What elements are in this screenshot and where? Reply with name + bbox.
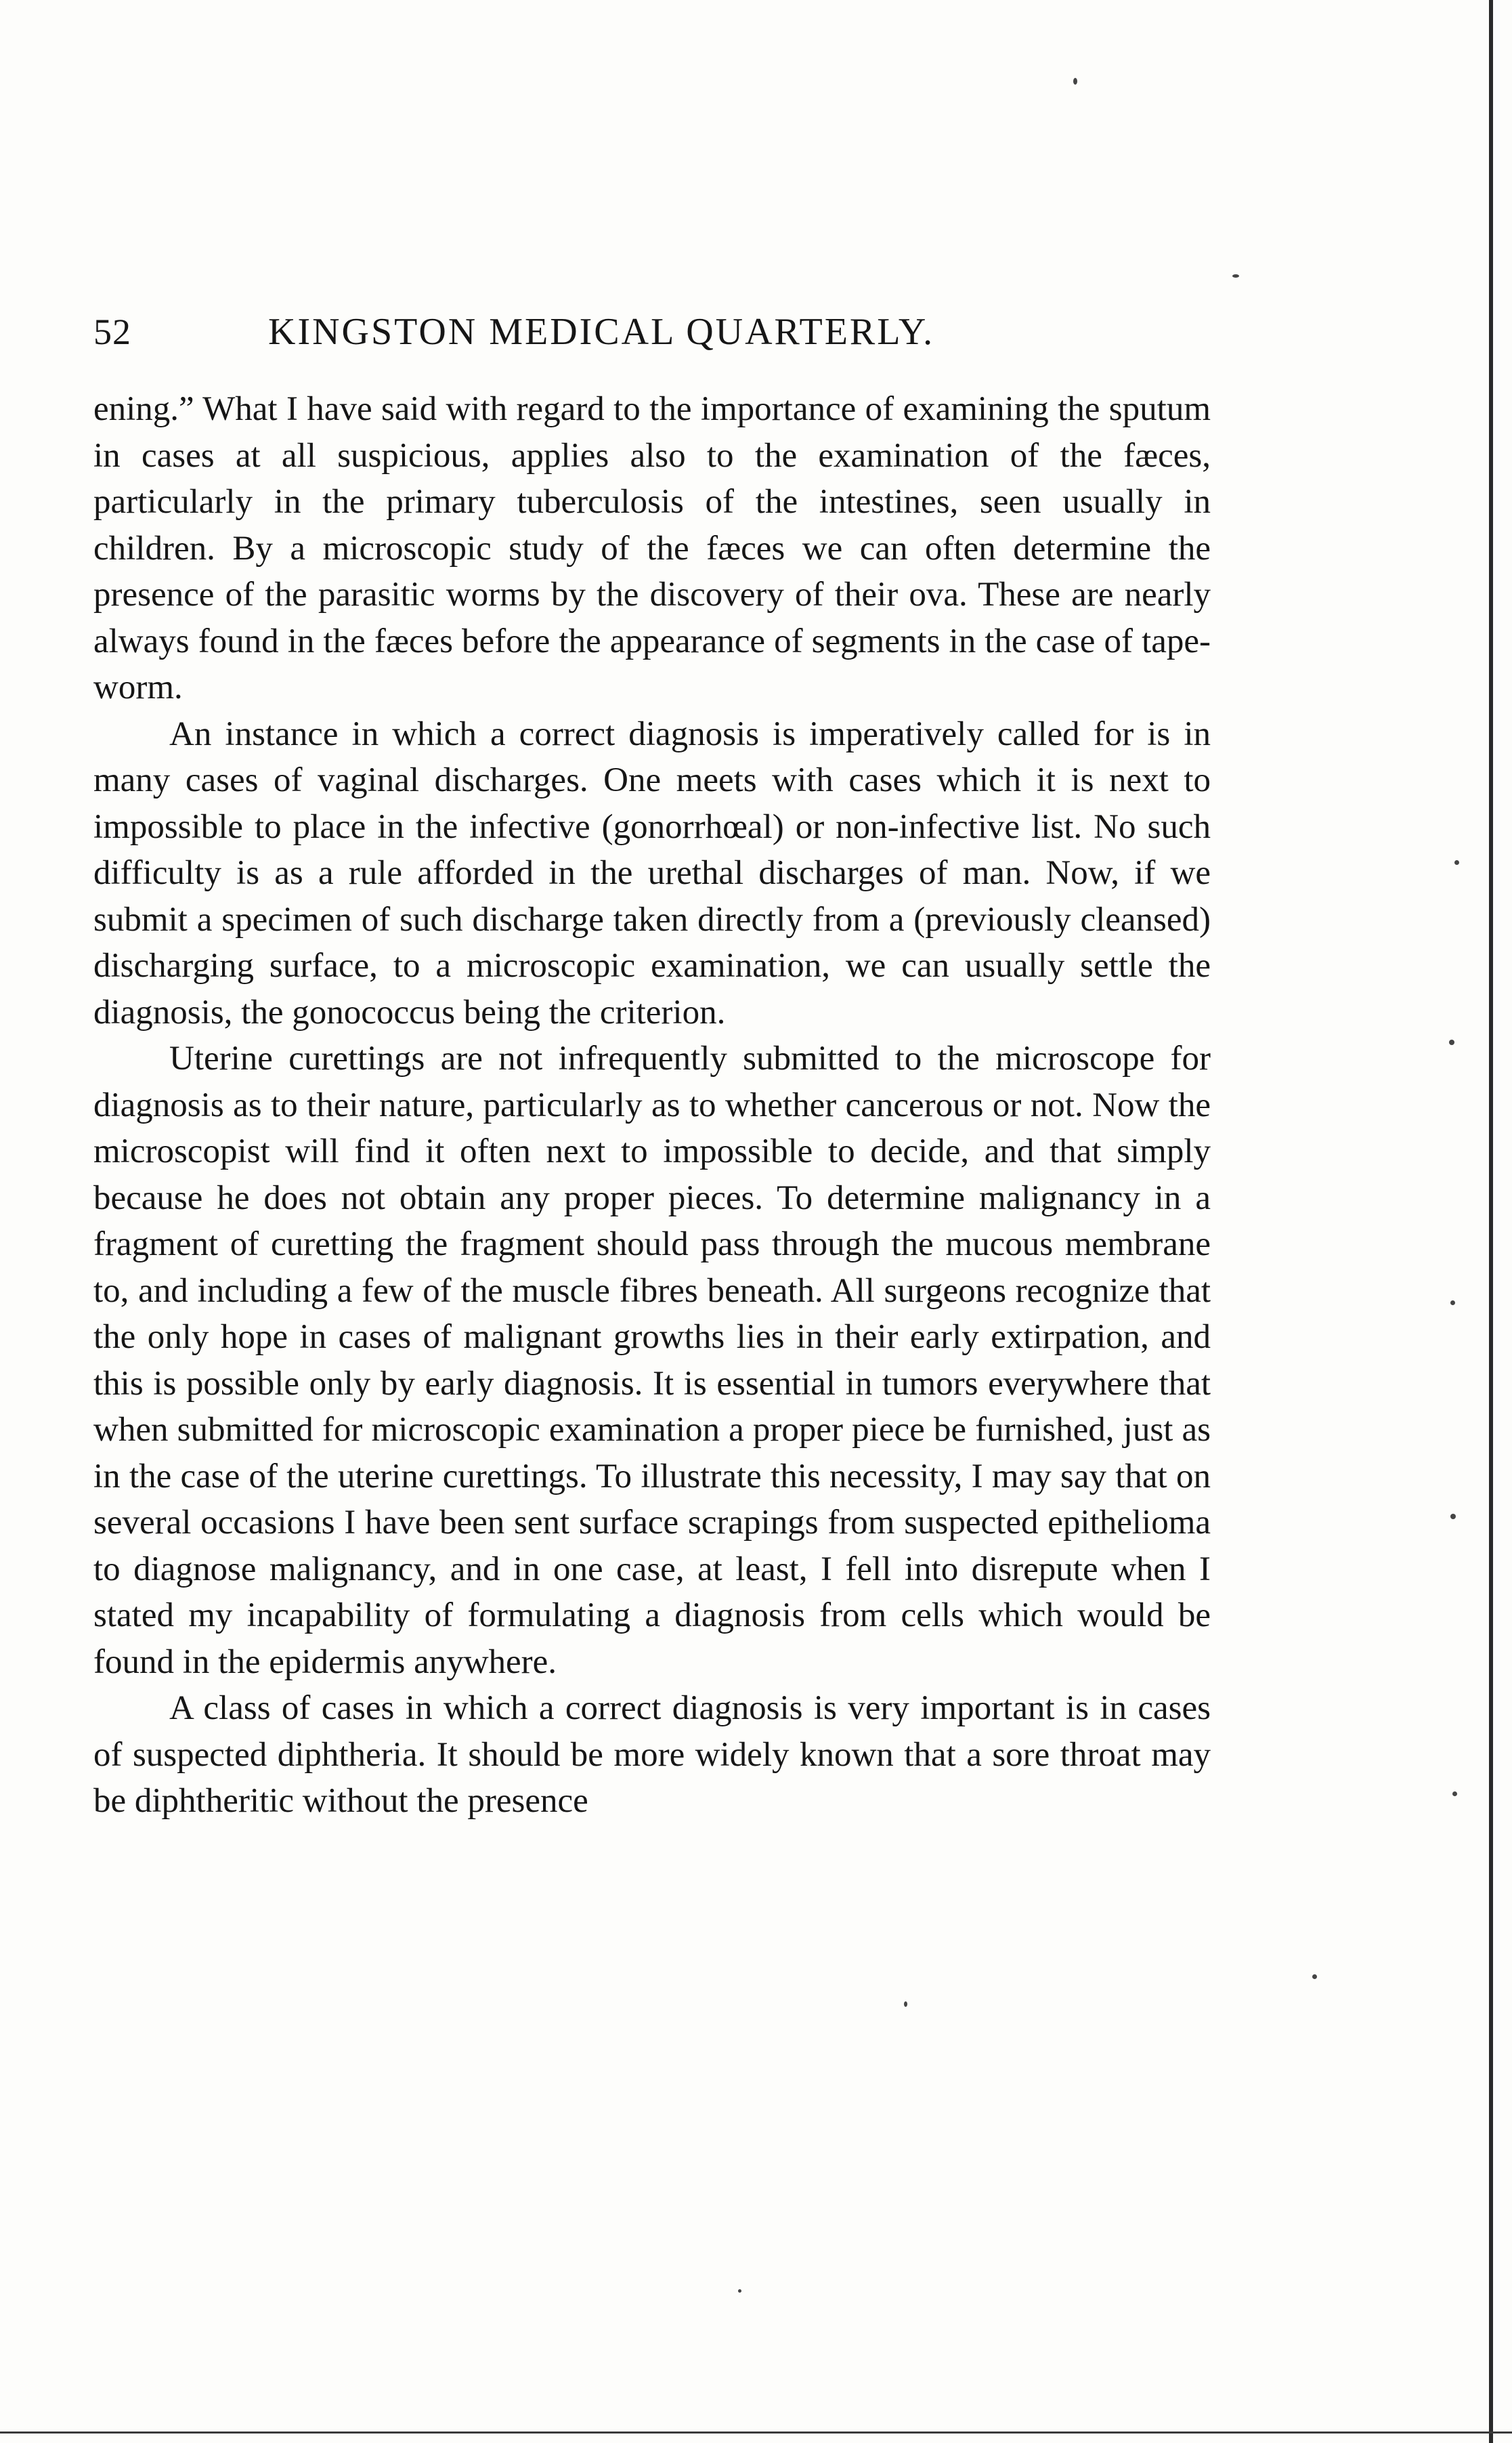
page-number: 52	[93, 312, 131, 352]
paragraph-uterine-curettings: Uterine curettings are not infrequently submitted to the microscope for diagnosis as to their nature, particularly as to whether cancerous or not. Now the microscopist will find it often next to impossible to decide, and that simply because he does not obtain any proper pieces. To determine malignancy in a fragment of curetting the fragment should pass through the mucous membrane to, and including a few of the muscle fibres beneath. All surgeons recognize that the only hope in cases of malignant growths lies in their early extirpation, and this is possible only by early diagnosis. It is essential in tumors everywhere that when submitted for microscopic examination a proper piece be furnished, just as in the case of the uterine curettings. To illustrate this necessity, I may say that on several occasions I have been sent surface scrapings from suspected epithelioma to diagnose malignancy, and in one case, at least, I fell into disrepute when I stated my incapability of formulating a diagnosis from cells which would be found in the epidermis anywhere.	[93, 1040, 1211, 1681]
page-edge-line	[1489, 0, 1493, 2443]
page-bottom-edge	[0, 2431, 1512, 2434]
paragraph-diphtheria: A class of cases in which a correct diagnosis is very important is in cases of suspected diphtheria. It should be more widely known that a sore throat may be diphtheritic without the presence	[93, 1689, 1211, 1820]
scan-speck	[1454, 860, 1459, 865]
scan-speck	[738, 2289, 741, 2293]
paragraph-vaginal-discharges: An instance in which a correct diagnosis is imperatively called for is in many cases of vaginal discharges. One meets with cases which it is next to impossible to place in the infective (gonorrhœal) or non-infective list. No such difficulty is as a rule afforded in the urethal discharges of man. Now, if we submit a specimen of such discharge taken directly from a (previously cleansed) discharging surface, to a microscopic examination, we can usually settle the diagnosis, the gonococcus being the criterion.	[93, 715, 1211, 1032]
page-header	[93, 308, 1211, 356]
scan-speck	[1450, 1300, 1455, 1305]
scan-speck	[1452, 1791, 1457, 1796]
scan-speck	[1450, 1514, 1456, 1519]
scan-speck	[1232, 274, 1239, 278]
running-title: KINGSTON MEDICAL QUARTERLY.	[268, 311, 935, 353]
body-text	[93, 386, 1211, 1825]
scan-speck	[1073, 78, 1077, 85]
scan-speck	[904, 2001, 907, 2007]
paragraph-continuation: ening.” What I have said with regard to the importance of examining the sputum in cases at all suspicious, applies also to the examination of the fæces, particularly in the primary tuberculosis of the intestines, seen usually in children. By a microscopic study of the fæces we can often determine the presence of the parasitic worms by the discovery of their ova. These are nearly always found in the fæces before the appearance of segments in the case of tape-worm.	[93, 390, 1211, 706]
scan-speck	[1312, 1974, 1317, 1979]
scan-speck	[1449, 1040, 1454, 1045]
